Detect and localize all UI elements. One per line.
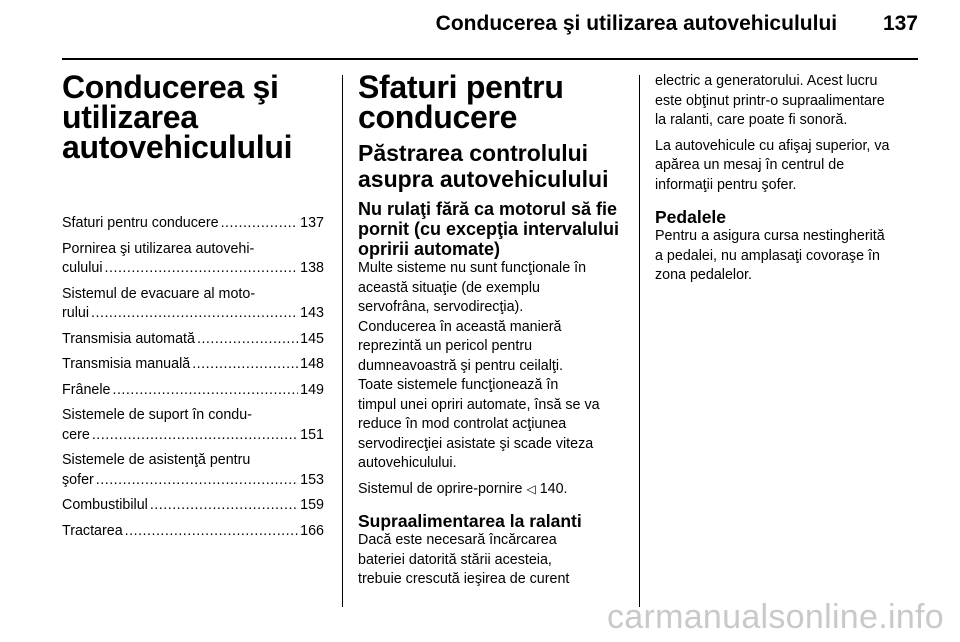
toc-page-number: 149 [300, 381, 324, 398]
toc-entry-label: Tractarea [62, 522, 123, 539]
reference-page-link[interactable]: 140. [539, 480, 568, 497]
toc-leader-dots [96, 471, 298, 491]
toc-entry-label: Combustibilul [62, 497, 148, 513]
toc-page-number: 151 [300, 426, 324, 443]
toc-leader-dots [150, 496, 298, 516]
toc-page-number: 153 [300, 471, 324, 488]
topic-title-pedals: Pedalele [655, 207, 727, 227]
section-title: Sfaturi pentru conducere [358, 69, 564, 135]
subsection-title: Păstrarea controlului asupra autovehiculului [358, 140, 609, 192]
toc-entry-label: Transmisia manuală [62, 356, 191, 372]
toc-entry-label: Sistemele de asistenţă pentru [62, 452, 251, 468]
toc-leader-dots [221, 214, 299, 234]
column-2 [358, 69, 624, 590]
toc-leader-dots [125, 522, 298, 542]
paragraph-engine-off: Multe sisteme nu sunt funcţionale în această situaţie (de exemplu servofrâna, servodirecţia). Conducerea în această manieră reprezintă un pericol pentru dumneavoastră şi pentru ceilalţi. Toate sistemele funcţionează în timpul unei opriri automate, însă se va reduce în mod controlat acţiunea servodirecţiei asistate şi scade viteza autovehiculului. [358, 260, 600, 471]
toc-entry[interactable] [62, 240, 324, 279]
toc-entry-label: cere [62, 426, 90, 443]
toc-page-number: 143 [300, 305, 324, 321]
toc-entry[interactable] [62, 355, 324, 375]
toc-entry[interactable] [62, 406, 324, 445]
toc-page-number: 145 [300, 330, 324, 347]
toc-entry[interactable] [62, 451, 324, 490]
toc-leader-dots [105, 259, 299, 279]
page-number: 137 [882, 12, 918, 35]
toc-entry[interactable] [62, 381, 324, 401]
toc-entry-label: Transmisia automată [62, 330, 195, 347]
toc-leader-dots [92, 426, 298, 446]
toc-entry-label: Frânele [62, 381, 111, 398]
table-of-contents [62, 214, 324, 541]
paragraph-generator: electric a generatorului. Acest lucru este obţinut printr-o supraalimentare la ralanti, care poate fi sonoră. [655, 73, 885, 128]
chapter-title: Conducerea şi utilizarea autovehiculului [62, 69, 293, 165]
watermark: carmanualsonline.info [606, 598, 944, 636]
toc-page-number: 148 [300, 356, 324, 372]
topic-title-idle-boost: Supraalimentarea la ralanti [358, 511, 582, 531]
toc-page-number: 137 [300, 215, 324, 231]
paragraph-pedals: Pentru a asigura cursa nestingherită a pedalei, nu amplasaţi covoraşe în zona pedalelor. [655, 228, 885, 283]
reference-arrow-icon: ◁ [526, 481, 536, 496]
page-header [0, 12, 918, 36]
toc-entry-label: şofer [62, 471, 94, 488]
toc-entry[interactable] [62, 522, 324, 542]
topic-title-engine-off: Nu rulaţi fără ca motorul să fie pornit (cu excepţia intervalului opririi automate) [358, 199, 620, 259]
toc-leader-dots [91, 304, 298, 324]
toc-leader-dots [112, 381, 298, 401]
paragraph-display-message: La autovehicule cu afişaj superior, va apărea un mesaj în centrul de informaţii pentru şofer. [655, 137, 890, 193]
toc-leader-dots [192, 355, 298, 375]
toc-leader-dots [197, 330, 298, 350]
toc-entry-label: Sfaturi pentru conducere [62, 215, 219, 231]
cross-reference: Sistemul de oprire-pornire ◁ 140. [358, 480, 568, 497]
paragraph-idle-boost: Dacă este necesară încărcarea bateriei datorită stării acesteia, trebuie crescută ieşirea de curent [358, 532, 570, 587]
header-rule [62, 58, 918, 60]
column-3 [655, 72, 923, 286]
toc-page-number: 166 [300, 522, 324, 539]
toc-entry-label: rului [62, 305, 90, 321]
toc-entry-label: Sistemele de suport în condu- [62, 407, 252, 423]
column-1 [62, 69, 324, 547]
toc-page-number: 138 [300, 260, 324, 276]
toc-entry-label: culului [62, 260, 103, 276]
toc-page-number: 159 [300, 497, 324, 513]
header-title: Conducerea şi utilizarea autovehiculului [435, 12, 838, 35]
toc-entry[interactable] [62, 496, 324, 516]
toc-entry-label: Sistemul de evacuare al moto- [62, 285, 256, 302]
toc-entry[interactable] [62, 330, 324, 350]
column-divider-1 [342, 75, 343, 607]
toc-entry-label: Pornirea şi utilizarea autovehi- [62, 240, 255, 257]
toc-entry[interactable] [62, 285, 324, 324]
column-divider-2 [639, 75, 640, 607]
toc-entry[interactable] [62, 214, 324, 234]
